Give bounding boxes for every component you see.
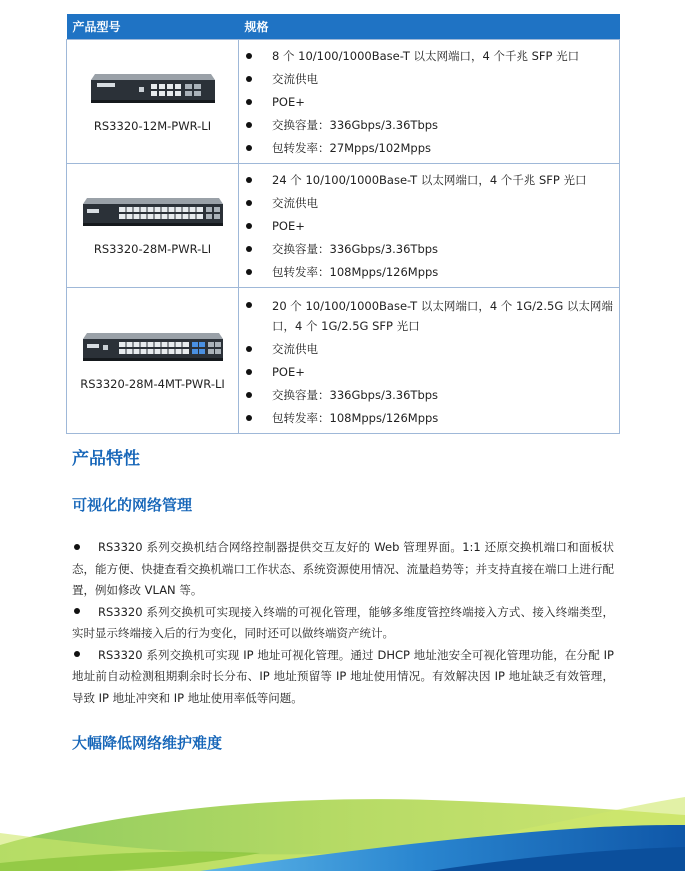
footer-wave-decoration [0,783,685,871]
feature-paragraph: RS3320 系列交换机结合网络控制器提供交互友好的 Web 管理界面。1:1 还原交换机端口和面板状态，能方便、快捷查看交换机端口工作状态、系统资源使用情况、流量趋势等；并支持直接在端口上进行配置，例如修改 VLAN 等。 [72,540,614,597]
spec-cell [239,39,620,163]
bullet-icon [246,200,252,206]
spec-item: 20 个 10/100/1000Base-T 以太网端口，4 个 1G/2.5G 以太网端口，4 个 1G/2.5G SFP 光口 [240,293,618,338]
features-heading: 产品特性 [72,449,140,469]
switch-28m-image [79,195,227,229]
header-spec: 规格 [239,14,620,39]
spec-item: 包转发率：108Mpps/126Mpps [240,407,618,430]
spec-item: 交流供电 [240,68,618,91]
bullet-icon [246,369,252,375]
spec-cell [239,163,620,287]
spec-item: 包转发率：108Mpps/126Mpps [240,261,618,284]
spec-item: 交换容量：336Gbps/3.36Tbps [240,238,618,261]
spec-item: 交流供电 [240,192,618,215]
bullet-icon [74,544,80,550]
spec-cell [239,287,620,433]
spec-list [240,165,618,286]
bullet-icon [246,346,252,352]
bullet-icon [246,145,252,151]
table-row [67,163,620,287]
spec-item: 8 个 10/100/1000Base-T 以太网端口，4 个千兆 SFP 光口 [240,45,618,68]
bullet-icon [246,99,252,105]
spec-item: 交换容量：336Gbps/3.36Tbps [240,384,618,407]
bullet-icon [246,246,252,252]
switch-28m-4mt-image [79,330,227,364]
spec-item: POE+ [240,91,618,114]
spec-item: POE+ [240,215,618,238]
model-name: RS3320-28M-PWR-LI [93,241,212,256]
bullet-icon [246,269,252,275]
bullet-icon [246,76,252,82]
spec-item: 交流供电 [240,338,618,361]
bullet-icon [74,651,80,657]
product-spec-table [66,14,620,434]
table-header-row [67,14,620,39]
table-row [67,39,620,163]
bullet-icon [246,53,252,59]
feature-paragraph: RS3320 系列交换机可实现 IP 地址可视化管理。通过 DHCP 地址池安全可视化管理功能，在分配 IP 地址前自动检测租期剩余时长分布、IP 地址预留等 IP 地址使用情况。有效解决因 IP 地址缺乏有效管理，导致 IP 地址冲突和 IP 地址使用率低等问题。 [72,647,614,705]
switch-12m-image [87,70,219,106]
model-cell [67,163,239,287]
bullet-icon [74,608,80,614]
spec-list [240,41,618,162]
bullet-icon [246,392,252,398]
bullet-icon [246,302,252,308]
bullet-icon [246,415,252,421]
bullet-icon [246,223,252,229]
header-model: 产品型号 [67,14,239,39]
feature-paragraph: RS3320 系列交换机可实现接入终端的可视化管理，能够多维度管控终端接入方式、接入终端类型，实时显示终端接入后的行为变化，同时还可以做终端资产统计。 [72,604,614,640]
model-name: RS3320-12M-PWR-LI [93,118,212,133]
spec-item: 交换容量：336Gbps/3.36Tbps [240,114,618,137]
spec-item: 包转发率：27Mpps/102Mpps [240,137,618,160]
section-heading-maintenance: 大幅降低网络维护难度 [72,734,223,752]
spec-item: 24 个 10/100/1000Base-T 以太网端口，4 个千兆 SFP 光口 [240,169,618,192]
model-cell [67,39,239,163]
spec-list [240,289,618,432]
feature-body [72,537,614,709]
bullet-icon [246,177,252,183]
model-name: RS3320-28M-4MT-PWR-LI [80,376,225,391]
model-cell [67,287,239,433]
bullet-icon [246,122,252,128]
section-heading-visual-management: 可视化的网络管理 [72,496,193,514]
table-row [67,287,620,433]
spec-item: POE+ [240,361,618,384]
